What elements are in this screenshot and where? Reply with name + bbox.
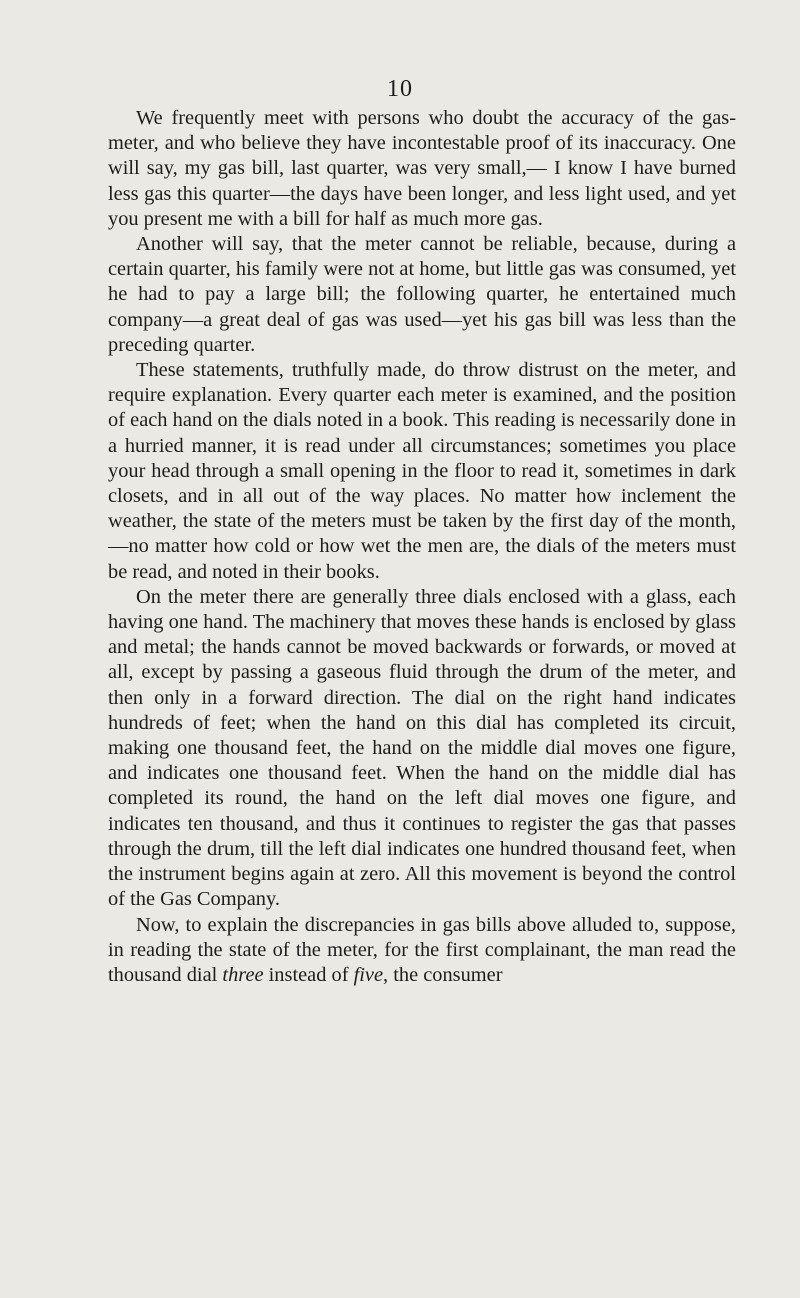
- italic-word-three: three: [222, 963, 264, 986]
- paragraph-5-middle: instead of: [263, 963, 354, 986]
- paragraph-2: Another will say, that the meter cannot be reliable, because, during a certain quarter, his family were not at home, but little gas was consumed, yet he had to pay a large bill; the following quarter, he entertained much company—a great deal of gas was used—yet his gas bill was less than the preceding quarter.: [108, 233, 736, 356]
- paragraph-5: [108, 913, 736, 989]
- paragraph-4: On the meter there are generally three dials enclosed with a glass, each having one hand. The machinery that moves these hands is enclosed by glass and metal; the hands cannot be moved backwards or forwards, or moved at all, except by passing a gaseous fluid through the drum of the meter, and then only in a forward direction. The dial on the right hand indicates hundreds of feet; when the hand on this dial has completed its circuit, making one thousand feet, the hand on the middle dial moves one figure, and indicates one thousand feet. When the hand on the middle dial has completed its round, the hand on the left dial moves one figure, and indicates ten thousand, and thus it continues to register the gas that passes through the drum, till the left dial indicates one hundred thousand feet, when the instrument begins again at zero. All this movement is beyond the control of the Gas Company.: [108, 585, 736, 911]
- paragraph-1: We frequently meet with persons who doubt the accuracy of the gas-meter, and who believe they have incontestable proof of its inaccuracy. One will say, my gas bill, last quarter, was very small,— I know I have burned less gas this quarter—the days have been longer, and less light used, and yet you present me with a bill for half as much more gas.: [108, 107, 736, 230]
- italic-word-five: five: [353, 963, 384, 986]
- page-number: 10: [387, 76, 413, 102]
- paragraph-5-after: , the consumer: [383, 963, 503, 986]
- body-text: [108, 106, 736, 988]
- paragraph-5-before: Now, to explain the discrepancies in gas bills above alluded to, suppose, in reading the state of the meter, for the first complainant, the man read the thousand dial: [108, 913, 736, 986]
- paragraph-3: These statements, truthfully made, do throw distrust on the meter, and require explanation. Every quarter each meter is examined, and the position of each hand on the dials noted in a book. This reading is necessarily done in a hurried manner, it is read under all circumstances; sometimes you place your head through a small opening in the floor to read it, sometimes in dark closets, and in all out of the way places. No matter how inclement the weather, the state of the meters must be taken by the first day of the month,—no matter how cold or how wet the men are, the dials of the meters must be read, and noted in their books.: [108, 359, 736, 583]
